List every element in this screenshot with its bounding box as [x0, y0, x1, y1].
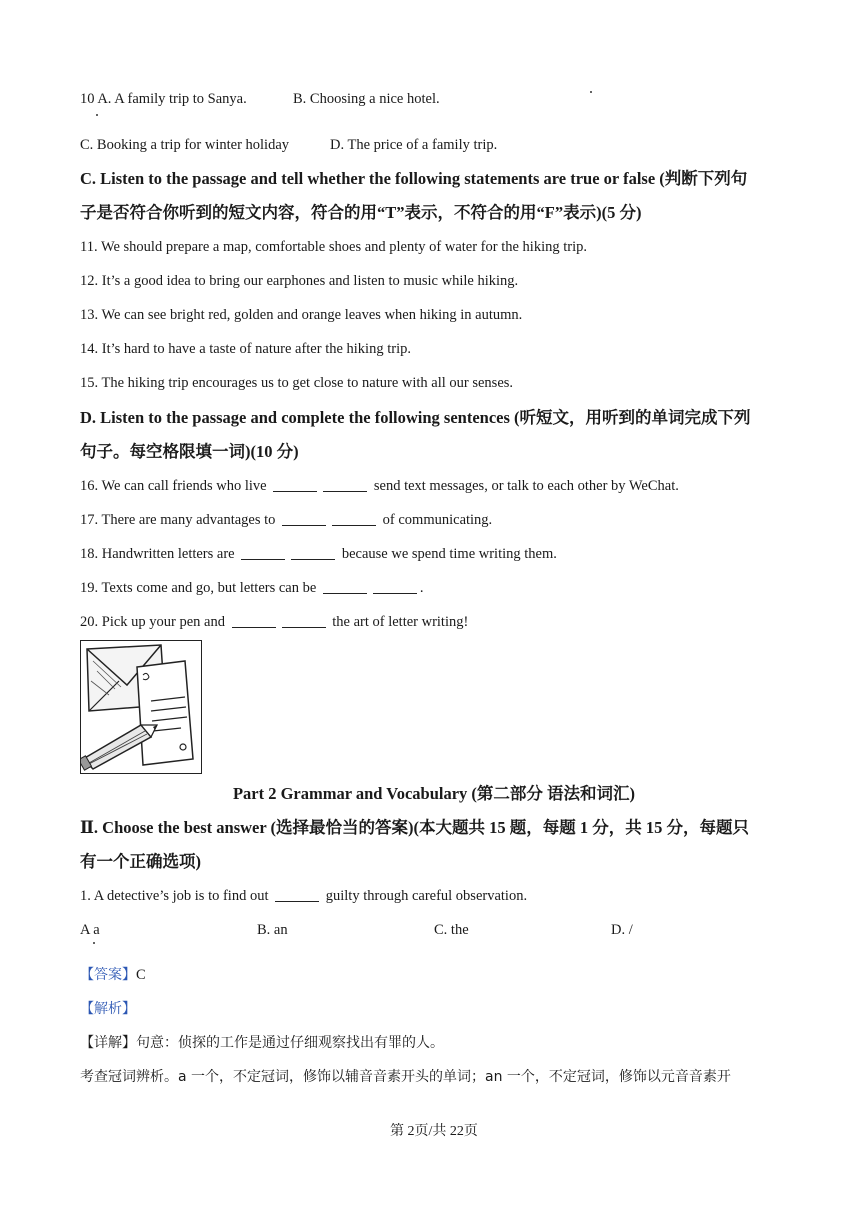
answer-blank[interactable] — [291, 545, 335, 560]
grammar-question-1-post: guilty through careful observation. — [325, 888, 528, 904]
question-13: 13. We can see bright red, golden and orange leaves when hiking in autumn. — [80, 307, 523, 323]
option-b: B. an — [257, 922, 288, 938]
speck-mark — [96, 114, 98, 116]
answer-blank[interactable] — [332, 511, 376, 526]
question-19 — [80, 578, 424, 598]
q10-option-c: C. Booking a trip for winter holiday — [80, 137, 290, 153]
speck-mark — [93, 942, 95, 944]
question-18 — [80, 544, 557, 564]
question-12: 12. It’s a good idea to bring our earphones and listen to music while hiking. — [80, 273, 519, 289]
option-a: A a — [80, 922, 100, 938]
question-17 — [80, 510, 492, 530]
question-17-pre: 17. There are many advantages to — [80, 512, 276, 528]
answer-blank[interactable] — [282, 511, 326, 526]
question-18-pre: 18. Handwritten letters are — [80, 546, 235, 562]
question-17-post: of communicating. — [382, 512, 493, 528]
section-d-heading-line1: D. Listen to the passage and complete the following sentences (听短文，用听到的单词完成下列 — [80, 408, 751, 427]
question-20 — [80, 612, 468, 632]
answer-blank[interactable] — [323, 579, 367, 594]
option-c: C. the — [434, 922, 469, 938]
section-ii-heading-line2: 有一个正确选项) — [80, 852, 201, 871]
explanation-text: 考查冠词辨析。a 一个，不定冠词，修饰以辅音音素开头的单词；an 一个，不定冠词，修饰以元音音素开 — [80, 1069, 731, 1085]
section-c-heading-line2: 子是否符合你听到的短文内容，符合的用“T”表示，不符合的用“F”表示)(5 分) — [80, 203, 642, 222]
answer-blank[interactable] — [275, 887, 319, 902]
option-d: D. / — [611, 922, 633, 938]
grammar-question-1-pre: 1. A detective’s job is to find out — [80, 888, 269, 904]
question-14: 14. It’s hard to have a taste of nature after the hiking trip. — [80, 341, 411, 357]
section-d-heading-line2: 句子。每空格限填一词)(10 分) — [80, 442, 299, 461]
detail-label: 【详解】 — [80, 1035, 136, 1051]
section-ii-heading-line1: Ⅱ. Choose the best answer (选择最恰当的答案)(本大题共 15 题，每题 1 分，共 15 分，每题只 — [80, 818, 749, 837]
answer-line — [80, 965, 146, 985]
grammar-question-1 — [80, 886, 527, 906]
answer-blank[interactable] — [282, 613, 326, 628]
question-15: 15. The hiking trip encourages us to get close to nature with all our senses. — [80, 375, 514, 391]
answer-blank[interactable] — [323, 477, 367, 492]
page-number: 第 2页/共 22页 — [390, 1124, 478, 1139]
question-20-post: the art of letter writing! — [332, 614, 469, 630]
question-20-pre: 20. Pick up your pen and — [80, 614, 225, 630]
answer-blank[interactable] — [241, 545, 285, 560]
analysis-line — [80, 999, 136, 1019]
question-11: 11. We should prepare a map, comfortable shoes and plenty of water for the hiking trip. — [80, 239, 587, 255]
answer-blank[interactable] — [373, 579, 417, 594]
answer-label: 【答案】 — [80, 967, 136, 983]
speck-mark — [590, 91, 592, 93]
question-19-post: . — [419, 580, 424, 596]
question-18-post: because we spend time writing them. — [341, 546, 557, 562]
analysis-label: 【解析】 — [80, 1001, 136, 1017]
detail-line — [80, 1033, 444, 1053]
answer-value: C — [136, 967, 146, 983]
detail-text: 句意：侦探的工作是通过仔细观察找出有罪的人。 — [136, 1035, 444, 1051]
envelope-letter-pencil-icon — [81, 641, 201, 773]
answer-blank[interactable] — [273, 477, 317, 492]
letter-writing-illustration — [80, 640, 202, 774]
section-c-heading-line1: C. Listen to the passage and tell whether the following statements are true or false (判断下列句 — [80, 169, 748, 188]
question-16 — [80, 476, 679, 496]
question-19-pre: 19. Texts come and go, but letters can be — [80, 580, 317, 596]
answer-blank[interactable] — [232, 613, 276, 628]
q10-option-b: B. Choosing a nice hotel. — [293, 91, 440, 107]
question-16-post: send text messages, or talk to each other by WeChat. — [373, 478, 679, 494]
q10-option-a: 10 A. A family trip to Sanya. — [80, 91, 247, 107]
part2-title: Part 2 Grammar and Vocabulary (第二部分 语法和词汇) — [232, 784, 636, 803]
q10-option-d: D. The price of a family trip. — [330, 137, 498, 153]
question-16-pre: 16. We can call friends who live — [80, 478, 267, 494]
